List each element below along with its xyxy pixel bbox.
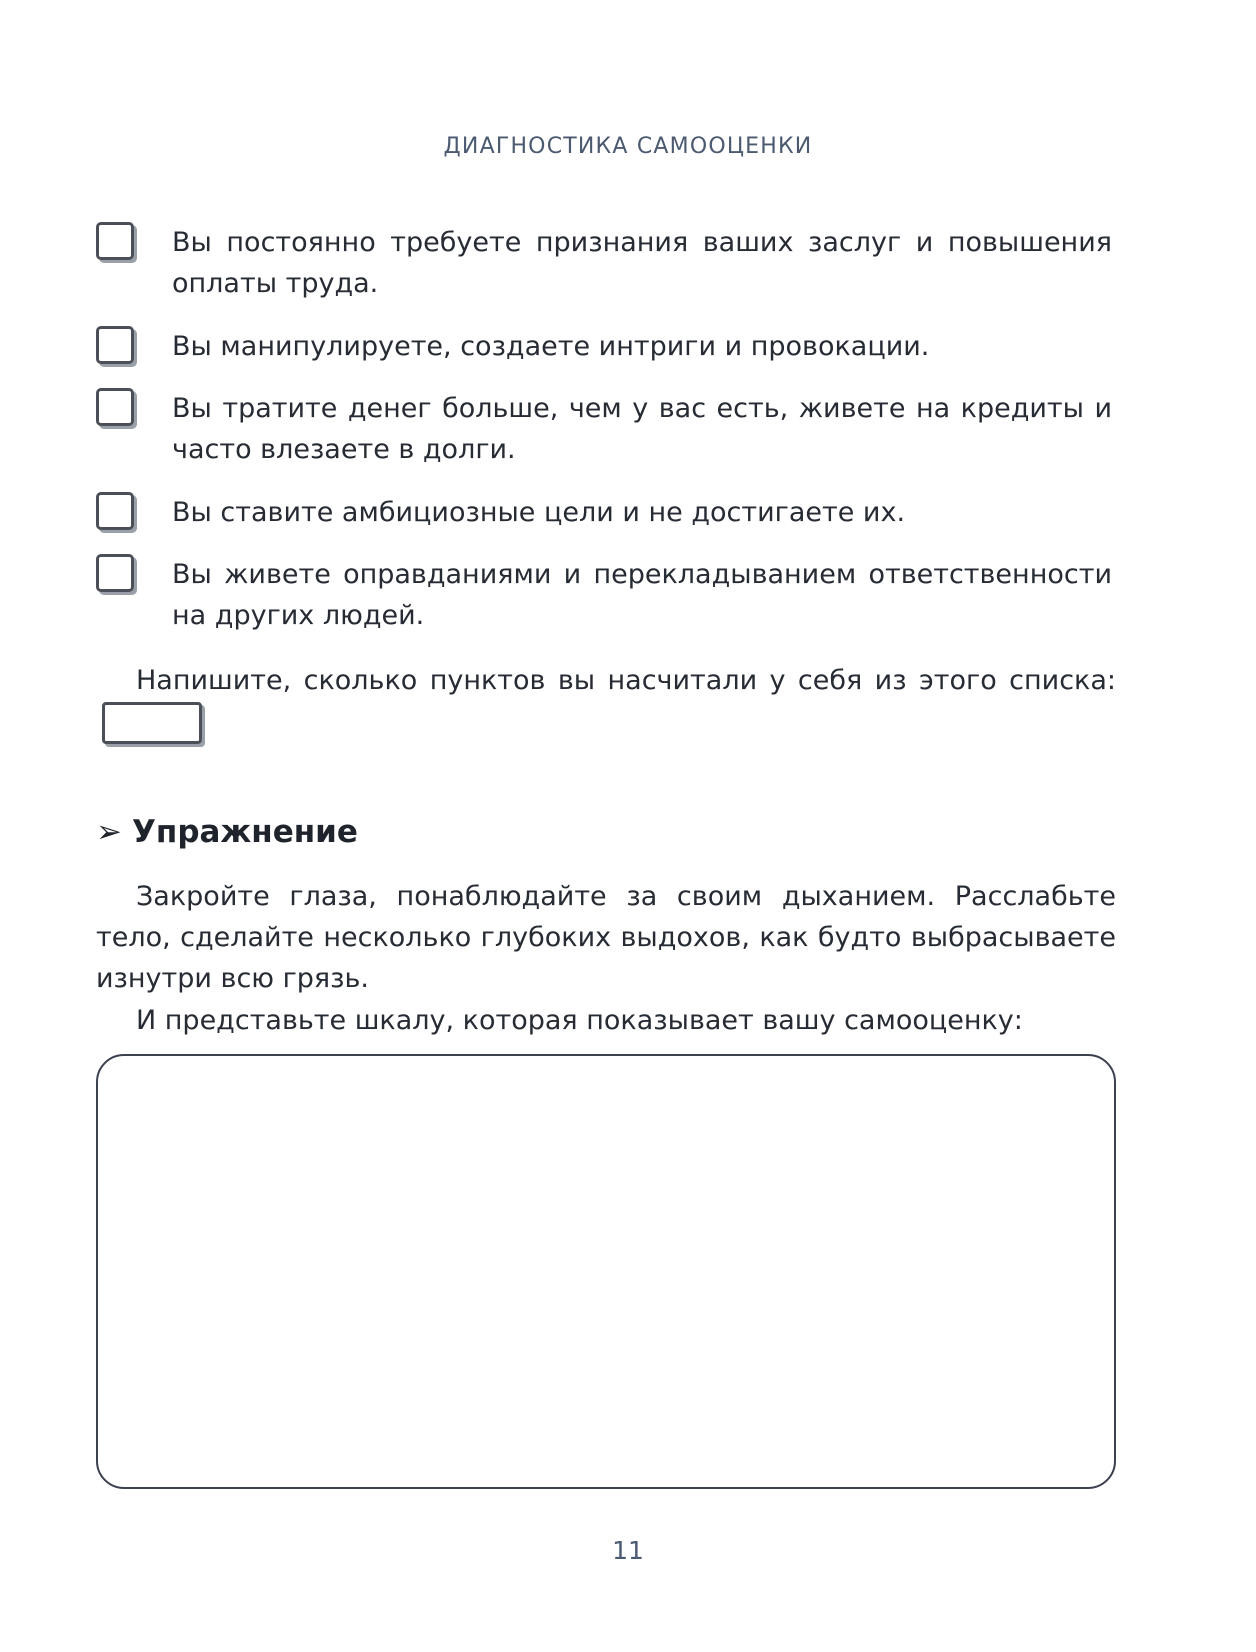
exercise-paragraph: Закройте глаза, понаблюдайте за своим дыханием. Расслабьте тело, сделайте несколько глубоких выдохов, как будто выбрасываете изнутри всю грязь. — [96, 881, 1116, 994]
page-number: 11 — [612, 1536, 644, 1565]
exercise-paragraph: И представьте шкалу, которая показывает вашу самооценку: — [136, 1005, 1023, 1036]
checkbox[interactable] — [96, 222, 134, 260]
count-prompt — [96, 660, 1116, 744]
checkbox[interactable] — [96, 554, 134, 592]
drawing-answer-box[interactable] — [96, 1054, 1116, 1489]
checkbox[interactable] — [96, 326, 134, 364]
checklist-item-text: Вы ставите амбициозные цели и не достигаете их. — [172, 497, 906, 528]
checklist-item-text: Вы живете оправданиями и перекладыванием ответственности на других людей. — [172, 559, 1112, 631]
checkbox[interactable] — [96, 388, 134, 426]
arrow-bullet-icon: ➢ — [96, 814, 122, 850]
running-header: ДИАГНОСТИКА САМООЦЕНКИ — [443, 134, 813, 159]
checklist-item-text: Вы постоянно требуете признания ваших заслуг и повышения оплаты труда. — [172, 227, 1112, 299]
checklist-item-text: Вы манипулируете, создаете интриги и провокации. — [172, 331, 930, 362]
exercise-heading — [96, 814, 358, 850]
count-answer-box[interactable] — [102, 702, 202, 744]
count-prompt-text: Напишите, сколько пунктов вы насчитали у себя из этого списка: — [136, 665, 1116, 696]
checklist-item-text: Вы тратите денег больше, чем у вас есть, живете на кредиты и часто влезаете в долги. — [172, 393, 1112, 465]
checkbox[interactable] — [96, 492, 134, 530]
exercise-title: Упражнение — [132, 814, 358, 850]
